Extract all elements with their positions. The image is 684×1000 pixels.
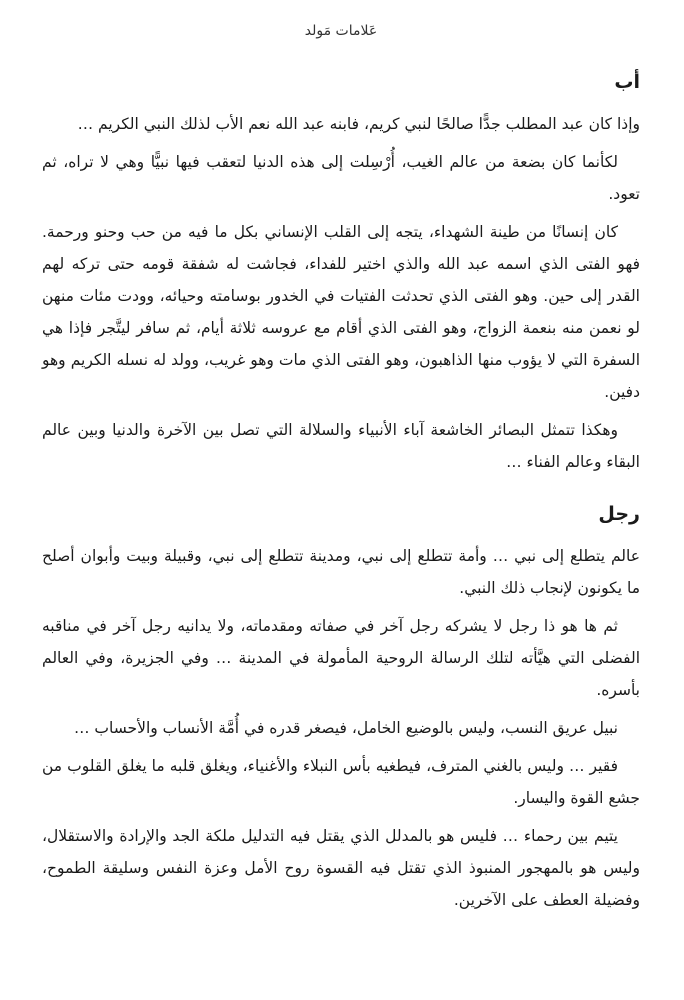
paragraph: يتيم بين رحماء … فليس هو بالمدلل الذي يقتل فيه التدليل ملكة الجد والإرادة والاستقلال، وليس هو بالمهجور المنبوذ الذي تقتل فيه القسوة روح الأمل وعزة النفس وسليقة الطموح، وفضيلة العطف على الآخرين. <box>42 827 640 909</box>
paragraph: فقير … وليس بالغني المترف، فيطغيه بأس النبلاء والأغنياء، ويغلق قلبه ما يغلق القلوب من جشع القوة واليسار. <box>42 757 640 807</box>
paragraph: عالم يتطلع إلى نبي … وأمة تتطلع إلى نبي، ومدينة تتطلع إلى نبي، وقبيلة وبيت وأبوان أصلح ما يكونون لإنجاب ذلك النبي. <box>42 547 640 597</box>
paragraph: ثم ها هو ذا رجل لا يشركه رجل آخر في صفاته ومقدماته، ولا يدانيه رجل آخر في مناقبه الفضلى التي هيَّأته لتلك الرسالة الروحية المأمولة في المدينة … وفي الجزيرة، وفي العالم بأسره. <box>42 617 640 699</box>
section-title-man: رجل <box>598 503 640 525</box>
paragraph: كان إنسانًا من طينة الشهداء، يتجه إلى القلب الإنساني بكل ما فيه من حب وحنو ورحمة. فهو الفتى الذي اسمه عبد الله والذي اختير للفداء، فجاشت له شفقة قومه حتى تركه لهم القدر إلى حين. وهو الفتى الذي تحدثت الفتيات في الخدور بوسامته وحيائه، وودت مئات منهن لو نعمن منه بنعمة الزواج، وهو الفتى الذي أقام مع عروسه ثلاثة أيام، ثم سافر ليتَّجر فإذا هي السفرة التي لا يؤوب منها الذاهبون، وهو الفتى الذي مات وهو غريب، وولد له نسله الكريم وهو دفين. <box>42 223 640 401</box>
running-header: عَلامات مَولد <box>304 23 378 39</box>
paragraph: نبيل عريق النسب، وليس بالوضيع الخامل، فيصغر قدره في أُمَّة الأنساب والأحساب … <box>73 719 618 737</box>
paragraph: وإذا كان عبد المطلب جدًّا صالحًا لنبي كريم، فابنه عبد الله نعم الأب لذلك النبي الكريم … <box>77 115 640 133</box>
paragraph: وهكذا تتمثل البصائر الخاشعة آباء الأنبياء والسلالة التي تصل بين الآخرة والدنيا وبين عالم البقاء وعالم الفناء … <box>42 421 640 471</box>
paragraph: لكأنما كان بضعة من عالم الغيب، أُرْسِلت إلى هذه الدنيا لتعقب فيها نبيًّا وهي لا تراه، ثم تعود. <box>42 153 640 203</box>
section-title-father: أب <box>614 71 640 93</box>
